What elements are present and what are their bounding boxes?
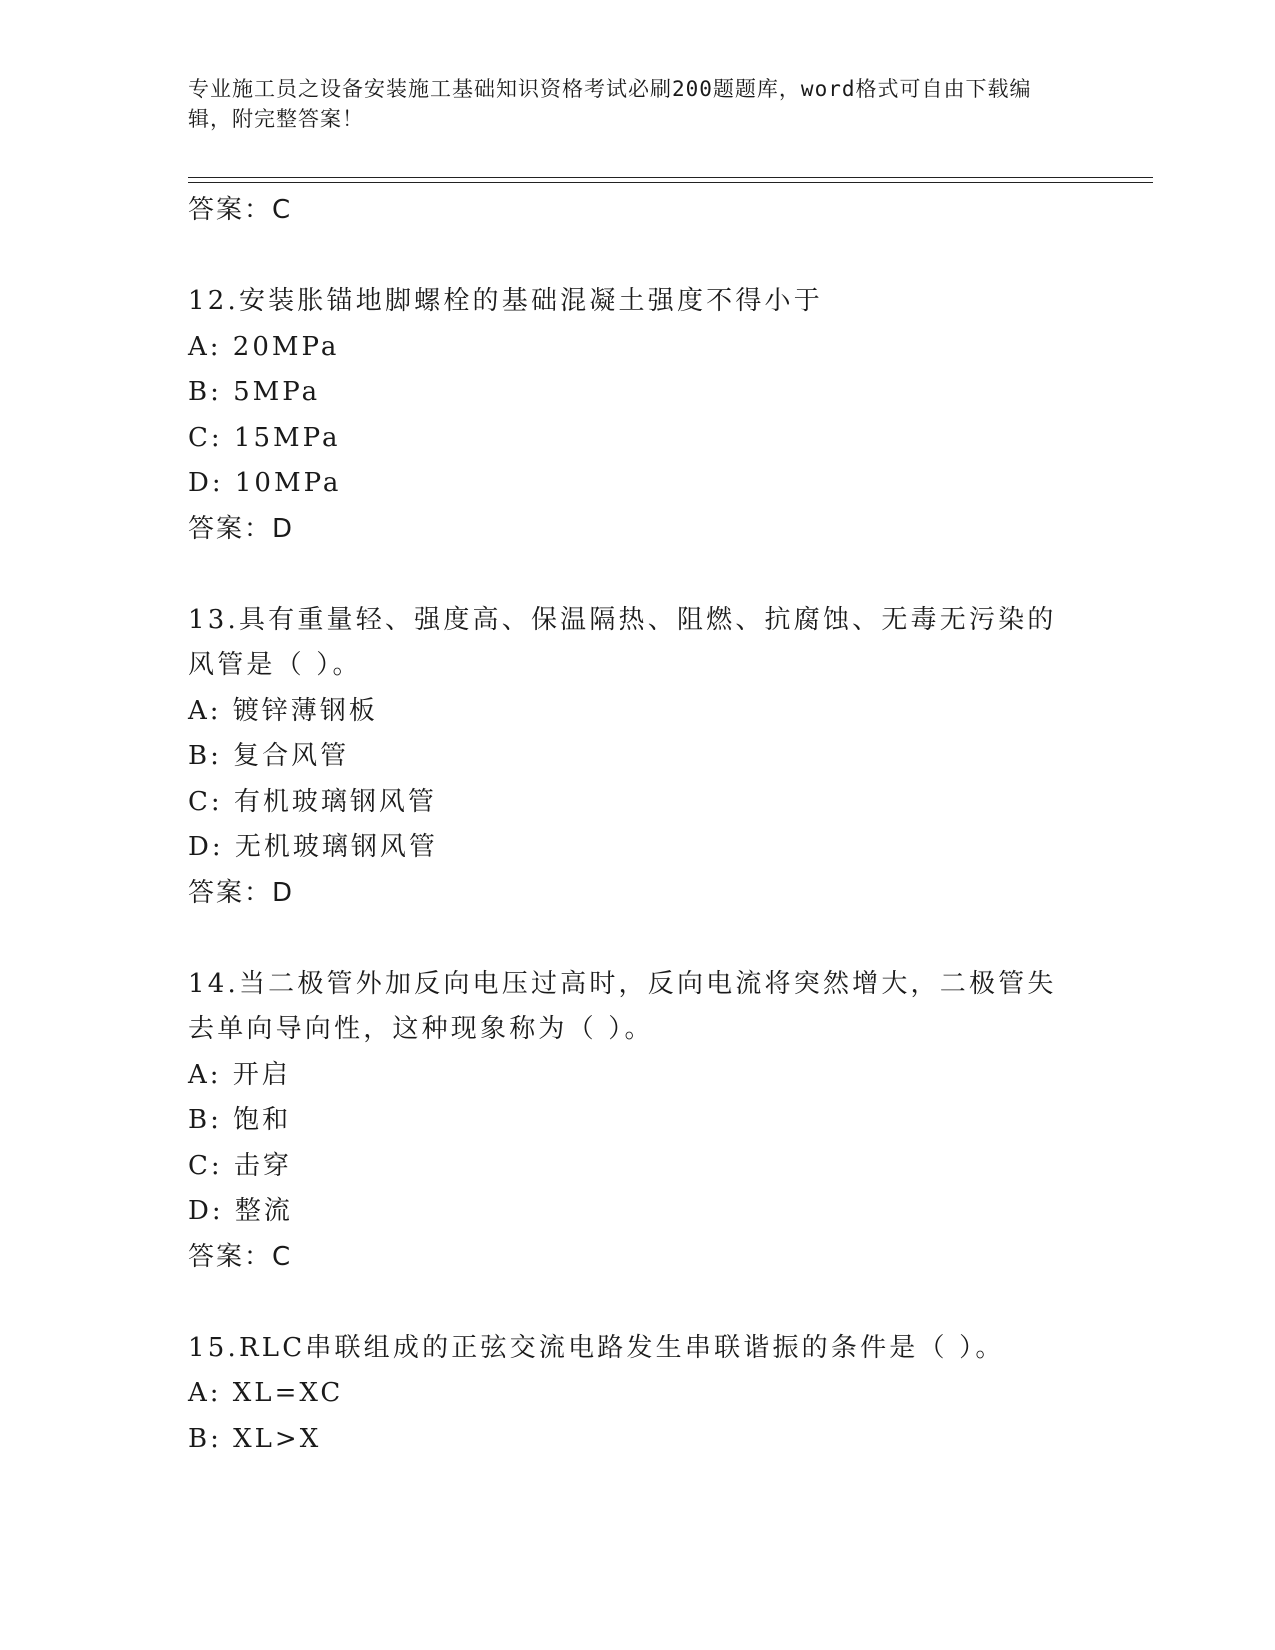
option-d: D: 整流 (188, 1196, 293, 1226)
header-divider-bottom (188, 182, 1153, 183)
option-b: B: 饱和 (188, 1105, 292, 1135)
option-c: C: 15MPa (188, 422, 341, 453)
document-header: 专业施工员之设备安装施工基础知识资格考试必刷200题题库，word格式可自由下载编辑，附完整答案！ (188, 77, 1032, 131)
answer-line: 答案：D (188, 513, 295, 544)
option-a: A: XL=XC (188, 1378, 344, 1408)
option-c: C: 击穿 (188, 1150, 292, 1181)
question-text: 13.具有重量轻、强度高、保温隔热、阻燃、抗腐蚀、无毒无污染的风管是（ ）。 (188, 604, 1057, 680)
question-block (188, 279, 1088, 552)
question-text: 15.RLC串联组成的正弦交流电路发生串联谐振的条件是（ ）。 (188, 1332, 1005, 1363)
option-b: B: 5MPa (188, 377, 321, 407)
question-block (188, 1326, 1088, 1463)
option-d: D: 无机玻璃钢风管 (188, 832, 438, 862)
answer-line: 答案：C (188, 1241, 293, 1272)
option-a: A: 20MPa (188, 331, 340, 362)
option-a: A: 开启 (188, 1059, 291, 1090)
option-a: A: 镀锌薄钢板 (188, 695, 378, 726)
option-c: C: 有机玻璃钢风管 (188, 786, 437, 817)
answer-line: 答案：C (188, 195, 293, 225)
option-b: B: XL>X (188, 1423, 322, 1454)
answer-line: 答案：D (188, 877, 295, 908)
document-content (188, 188, 1088, 1462)
option-b: B: 复合风管 (188, 741, 350, 771)
option-d: D: 10MPa (188, 468, 342, 498)
question-block (188, 598, 1088, 917)
question-text: 12.安装胀锚地脚螺栓的基础混凝土强度不得小于 (188, 286, 823, 316)
header-divider-top (188, 177, 1153, 178)
question-block (188, 962, 1088, 1281)
question-text: 14.当二极管外加反向电压过高时，反向电流将突然增大，二极管失去单向导向性，这种现象称为（ ）。 (188, 968, 1057, 1044)
